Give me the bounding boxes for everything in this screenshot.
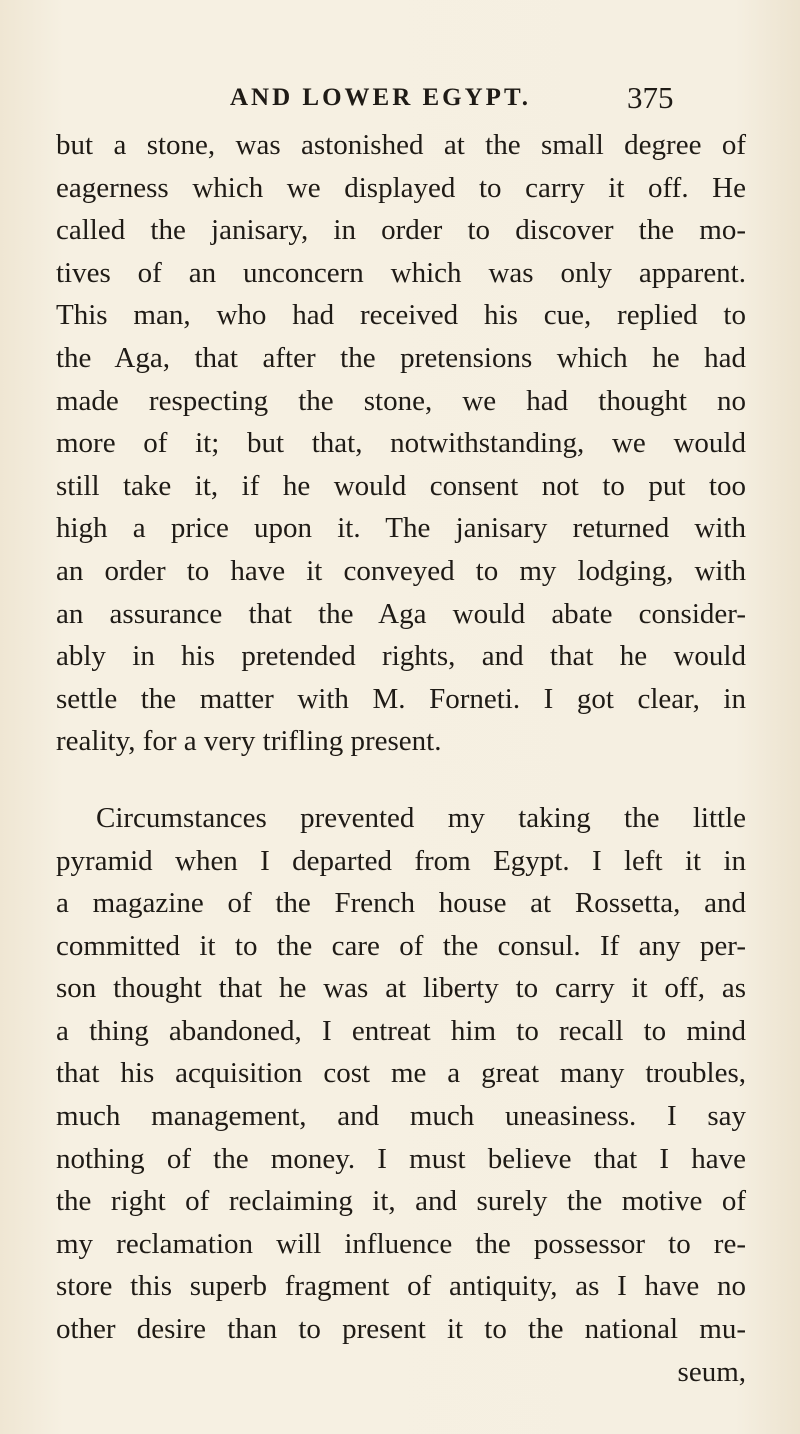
text-line: but a stone, was astonished at the small degree of — [56, 129, 746, 161]
text-line: much management, and much uneasiness. I say — [56, 1100, 746, 1133]
text-line: still take it, if he would consent not to put too — [56, 469, 746, 502]
text-line: a thing abandoned, I entreat him to recall to mind — [56, 1014, 746, 1047]
running-head — [0, 78, 800, 118]
text-line: ably in his pretended rights, and that he would — [56, 640, 746, 673]
text-line: the Aga, that after the pretensions which he had — [56, 341, 746, 374]
text-line: eagerness which we displayed to carry it off. He — [56, 171, 746, 204]
text-line: that his acquisition cost me a great many troubles, — [56, 1057, 746, 1090]
text-line: Circumstances prevented my taking the little — [96, 801, 746, 834]
paragraph-1 — [56, 124, 746, 763]
text-line: committed it to the care of the consul. If any per- — [56, 929, 746, 962]
paragraph-gap — [56, 763, 746, 797]
text-line: other desire than to present it to the national mu- — [56, 1313, 746, 1346]
text-line: the right of reclaiming it, and surely the motive of — [56, 1185, 746, 1218]
text-line: reality, for a very trifling present. — [56, 725, 442, 758]
text-line: a magazine of the French house at Rossetta, and — [56, 887, 746, 920]
paragraph-2 — [56, 797, 746, 1393]
text-line: nothing of the money. I must believe that I have — [56, 1142, 746, 1175]
text-line: my reclamation will influence the possessor to re- — [56, 1227, 746, 1260]
text-line: pyramid when I departed from Egypt. I left it in — [56, 844, 746, 877]
text-line: settle the matter with M. Forneti. I got clear, in — [56, 682, 746, 715]
page-number: 375 — [627, 80, 674, 115]
text-line: an order to have it conveyed to my lodging, with — [56, 554, 746, 587]
catchword: seum, — [677, 1355, 746, 1388]
text-line: more of it; but that, notwithstanding, we would — [56, 427, 746, 460]
body-text — [56, 124, 746, 1393]
running-title: AND LOWER EGYPT. — [230, 84, 532, 111]
text-line: high a price upon it. The janisary returned with — [56, 512, 746, 545]
text-line: called the janisary, in order to discover the mo- — [56, 214, 746, 247]
text-line: son thought that he was at liberty to carry it off, as — [56, 972, 746, 1005]
text-line: store this superb fragment of antiquity, as I have no — [56, 1270, 746, 1303]
text-line: This man, who had received his cue, replied to — [56, 299, 746, 332]
text-line: tives of an unconcern which was only apparent. — [56, 256, 746, 289]
text-line: made respecting the stone, we had thought no — [56, 384, 746, 417]
text-line: an assurance that the Aga would abate consider- — [56, 597, 746, 630]
